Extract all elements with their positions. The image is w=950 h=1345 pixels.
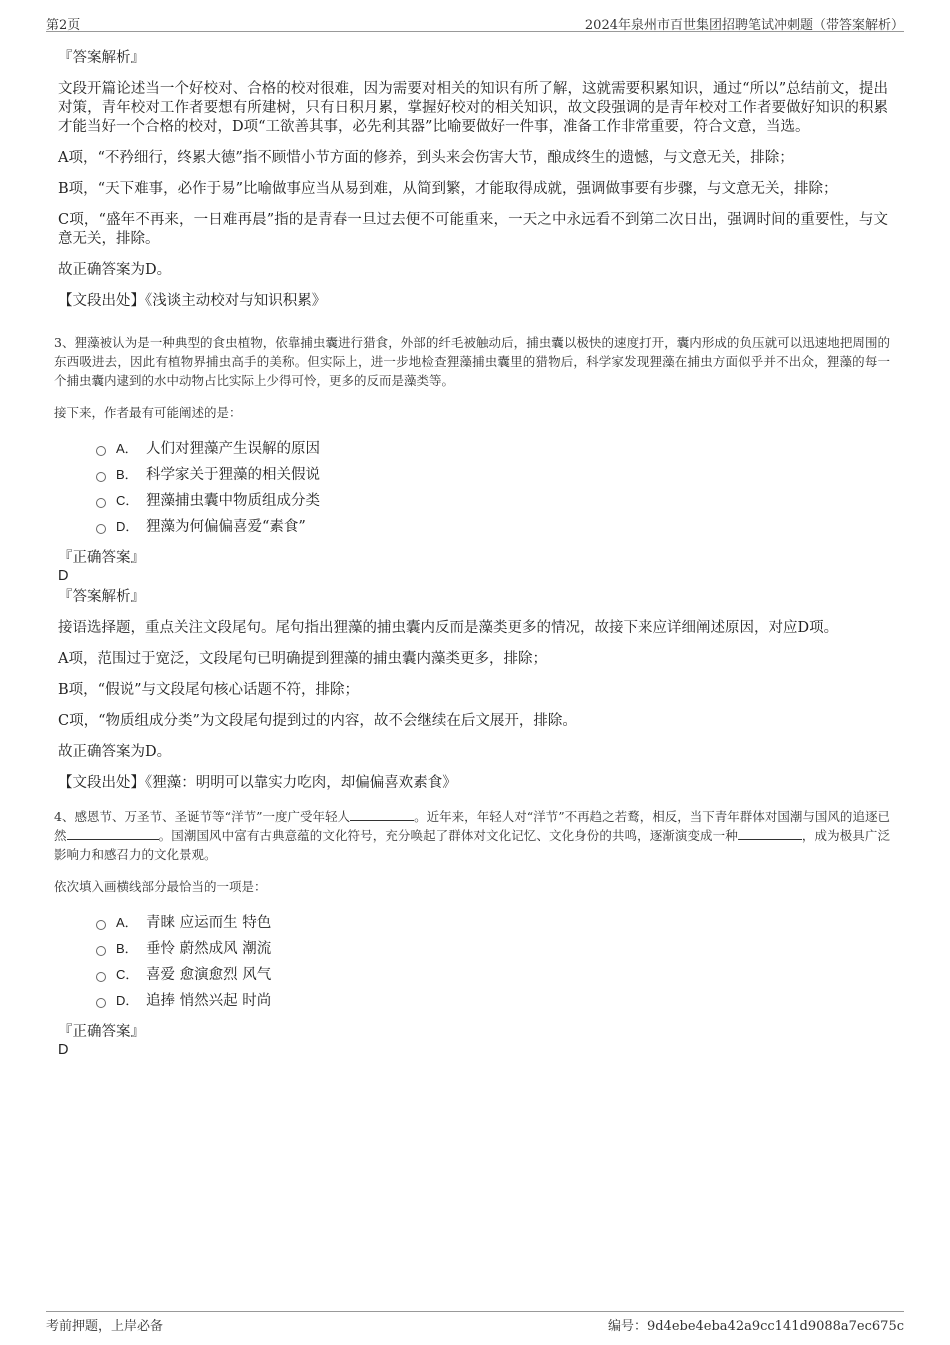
option-text: 垂怜 蔚然成风 潮流: [146, 941, 272, 957]
q3-option-b[interactable]: [96, 462, 896, 488]
fill-blank-2: [67, 827, 159, 840]
q2-analysis-label: 『答案解析』: [58, 50, 145, 66]
q3-conclusion: 故正确答案为D。: [58, 744, 172, 760]
q2-analysis-option-c: C项，“盛年不再来，一日难再晨”指的是青春一旦过去便不可能重来，一天之中永远看不到第二次日出，强调时间的重要性，与文意无关，排除。: [58, 212, 888, 247]
q3-answer-label: 『正确答案』: [58, 550, 145, 566]
option-letter: A．: [116, 441, 138, 456]
radio-icon[interactable]: [96, 972, 106, 982]
page-number: 第2页: [46, 18, 81, 33]
q3-analysis-option-b: B项，“假说”与文段尾句核心话题不符，排除；: [58, 682, 359, 698]
page-footer: [46, 1311, 904, 1333]
q2-analysis-option-b: B项，“天下难事，必作于易”比喻做事应当从易到难，从简到繁，才能取得成就，强调做事要有步骤，与文意无关，排除；: [58, 181, 838, 197]
q3-stem: 3、狸藻被认为是一种典型的食虫植物，依靠捕虫囊进行猎食，外部的纤毛被触动后，捕虫囊以极快的速度打开，囊内形成的负压就可以迅速地把周围的东西吸进去，因此有植物界捕虫高手的美称。但实际上，进一步地检查狸藻捕虫囊里的猎物后，科学家发现狸藻在捕虫方面似乎并不出众，狸藻的每一个捕虫囊内逮到的水中动物占比实际上少得可怜，更多的反而是藻类等。: [54, 335, 890, 388]
q2-analysis-option-a: A项，“不矜细行，终累大德”指不顾惜小节方面的修养，到头来会伤害大节，酿成终生的遗憾，与文意无关，排除；: [58, 150, 794, 166]
q3-option-d[interactable]: [96, 514, 896, 540]
footer-slogan: 考前押题，上岸必备: [46, 1319, 164, 1334]
option-letter: D．: [116, 993, 139, 1008]
document-title: 2024年泉州市百世集团招聘笔试冲刺题（带答案解析）: [584, 18, 904, 33]
q3-analysis-option-a: A项，范围过于宽泛，文段尾句已明确提到狸藻的捕虫囊内藻类更多，排除；: [58, 651, 547, 667]
radio-icon[interactable]: [96, 920, 106, 930]
q3-answer: D: [58, 568, 69, 584]
q3-analysis-main: 接语选择题，重点关注文段尾句。尾句指出狸藻的捕虫囊内反而是藻类更多的情况，故接下来应详细阐述原因，对应D项。: [58, 620, 839, 636]
option-letter: C．: [116, 967, 139, 982]
q4-option-b[interactable]: [96, 936, 896, 962]
option-text: 追捧 悄然兴起 时尚: [146, 993, 272, 1009]
q3-analysis-option-c: C项，“物质组成分类”为文段尾句提到过的内容，故不会继续在后文展开，排除。: [58, 713, 577, 729]
q4-answer: D: [58, 1042, 69, 1058]
option-text: 喜爱 愈演愈烈 风气: [146, 967, 272, 983]
q3-options: [96, 436, 896, 540]
q4-stem: [54, 807, 890, 864]
fill-blank-3: [738, 827, 802, 840]
q3-prompt: 接下来，作者最有可能阐述的是：: [54, 405, 242, 420]
q2-conclusion: 故正确答案为D。: [58, 262, 172, 278]
radio-icon[interactable]: [96, 498, 106, 508]
radio-icon[interactable]: [96, 946, 106, 956]
page-content: [56, 44, 896, 1059]
page-header: [46, 12, 904, 32]
option-letter: C．: [116, 493, 139, 508]
option-letter: A．: [116, 915, 138, 930]
q4-option-c[interactable]: [96, 962, 896, 988]
question-4: [56, 807, 896, 1059]
option-letter: B．: [116, 467, 138, 482]
radio-icon[interactable]: [96, 472, 106, 482]
q3-option-a[interactable]: [96, 436, 896, 462]
q3-source: 【文段出处】《狸藻：明明可以靠实力吃肉，却偏偏喜欢素食》: [58, 775, 457, 791]
q3-analysis-label: 『答案解析』: [58, 589, 145, 605]
q2-analysis-section: [56, 48, 896, 311]
q4-prompt: 依次填入画横线部分最恰当的一项是：: [54, 879, 267, 894]
q4-option-d[interactable]: [96, 988, 896, 1014]
q4-stem-part-1: 4、感恩节、万圣节、圣诞节等“洋节”一度广受年轻人: [54, 809, 351, 824]
question-3: [56, 333, 896, 793]
q4-stem-part-3: 。国潮国风中富有古典意蕴的文化符号，充分唤起了群体对文化记忆、文化身份的共鸣，逐渐演变成一种: [158, 828, 738, 843]
radio-icon[interactable]: [96, 446, 106, 456]
fill-blank-1: [350, 808, 414, 821]
q4-stem-part-4: ，成为极具广泛影响力和感召力的文化景观。: [54, 828, 890, 862]
q4-option-a[interactable]: [96, 910, 896, 936]
q4-answer-label: 『正确答案』: [58, 1024, 145, 1040]
option-letter: D．: [116, 519, 139, 534]
q3-option-c[interactable]: [96, 488, 896, 514]
radio-icon[interactable]: [96, 524, 106, 534]
option-text: 科学家关于狸藻的相关假说: [146, 467, 320, 483]
q4-options: [96, 910, 896, 1014]
footer-serial: 编号：9d4ebe4eba42a9cc141d9088a7ec675c: [607, 1319, 904, 1334]
radio-icon[interactable]: [96, 998, 106, 1008]
option-letter: B．: [116, 941, 138, 956]
q4-stem-part-2: 。近年来，年轻人对“洋节”不再趋之若鹜，相反，当下青年群体对国潮与国风的追逐已然: [54, 809, 890, 843]
q2-source: 【文段出处】《浅谈主动校对与知识积累》: [58, 293, 327, 309]
option-text: 狸藻为何偏偏喜爱“素食”: [146, 519, 306, 535]
option-text: 狸藻捕虫囊中物质组成分类: [146, 493, 320, 509]
option-text: 青睐 应运而生 特色: [146, 915, 272, 931]
q2-analysis-main: 文段开篇论述当一个好校对、合格的校对很难，因为需要对相关的知识有所了解，这就需要积累知识，通过“所以”总结前文，提出对策，青年校对工作者要想有所建树，只有日积月累，掌握好校对的相关知识，故文段强调的是青年校对工作者要做好知识的积累才能当好一个合格的校对，D项“工欲善其事，必先利其器”比喻要做好一件事，准备工作非常重要，符合文意，当选。: [58, 81, 888, 135]
option-text: 人们对狸藻产生误解的原因: [146, 441, 320, 457]
